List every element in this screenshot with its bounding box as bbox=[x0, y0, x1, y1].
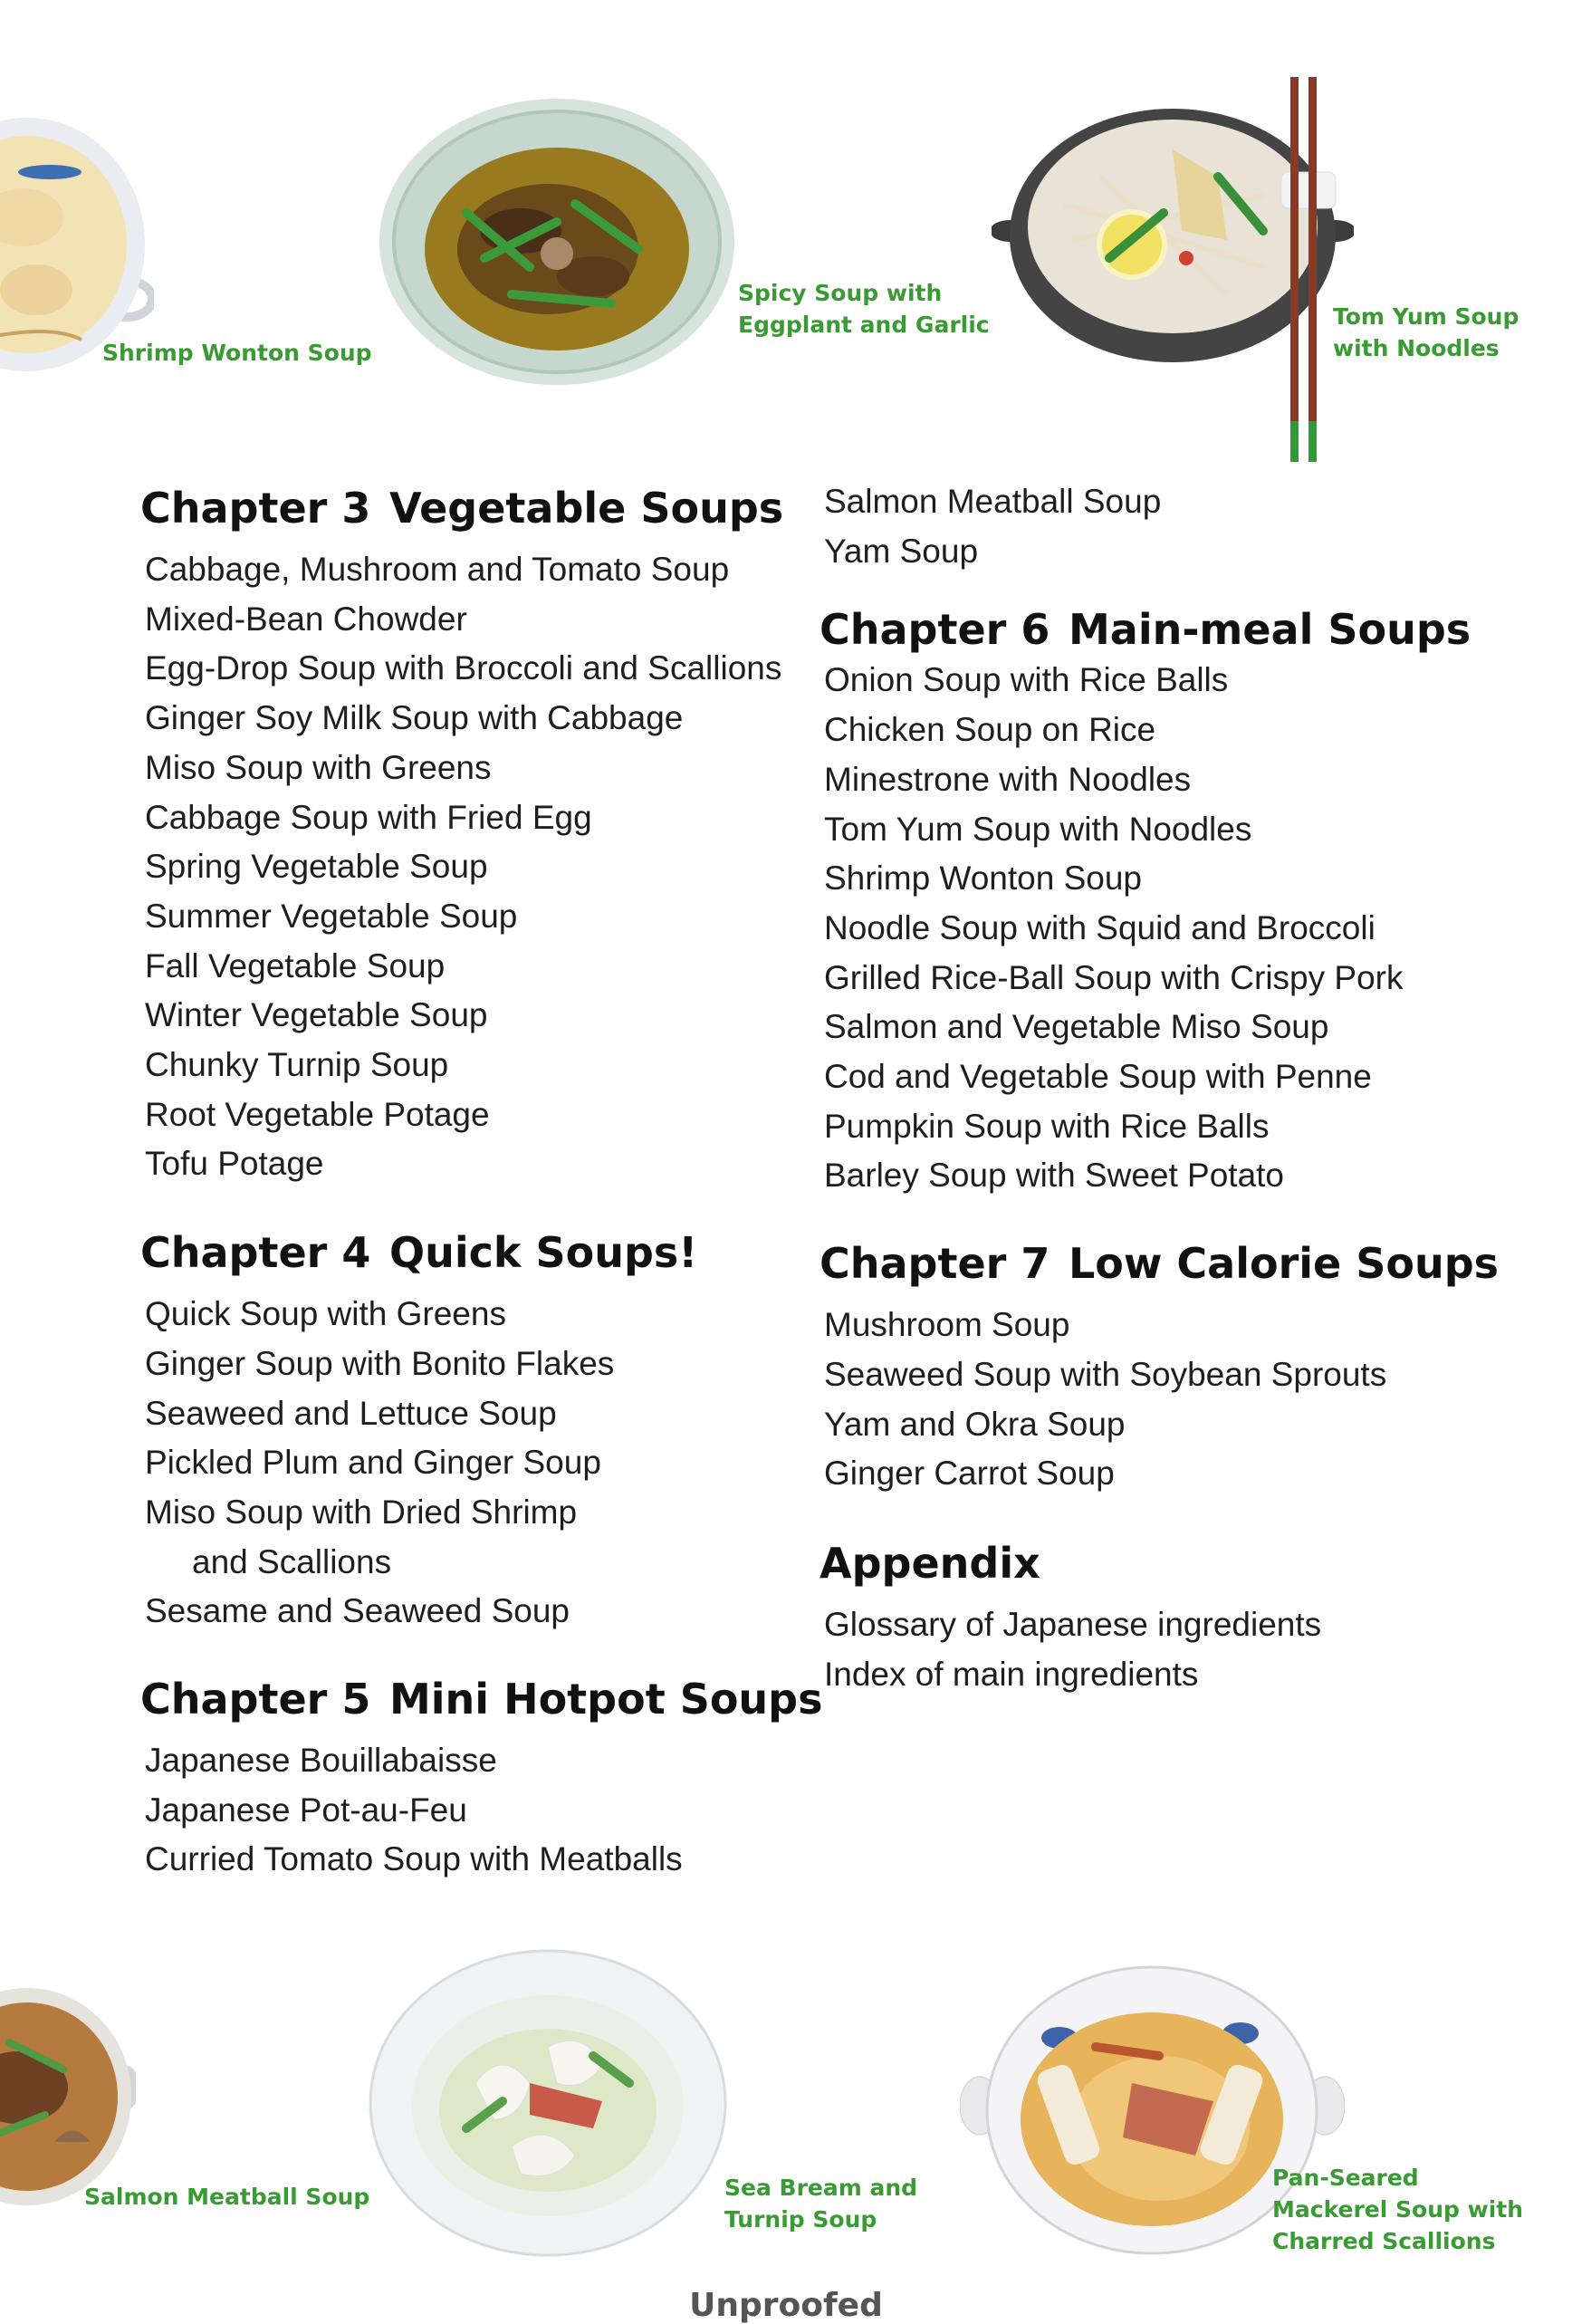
chapter-number: Chapter 6 bbox=[820, 605, 1050, 655]
chapter-heading bbox=[140, 1226, 823, 1279]
chapter-number: Chapter 4 bbox=[140, 1228, 371, 1278]
list-item[interactable]: Ginger Soy Milk Soup with Cabbage bbox=[145, 699, 684, 737]
list-item-continuation: and Scallions bbox=[192, 1542, 392, 1580]
chapter-5 bbox=[140, 1673, 823, 1885]
chapter-heading bbox=[820, 603, 1499, 656]
recipe-list bbox=[140, 1290, 823, 1637]
chapter-number: Chapter 7 bbox=[820, 1239, 1050, 1289]
list-item[interactable]: Spring Vegetable Soup bbox=[145, 848, 488, 886]
recipe-list bbox=[820, 477, 1499, 576]
list-item[interactable]: Quick Soup with Greens bbox=[145, 1295, 506, 1333]
chapter-title: Mini Hotpot Soups bbox=[389, 1675, 823, 1724]
photo-caption: Pan-Seared Mackerel Soup with Charred Scallions bbox=[1272, 2165, 1524, 2254]
appendix-title: Appendix bbox=[820, 1538, 1040, 1588]
left-column bbox=[140, 482, 823, 1885]
chapter-number: Chapter 3 bbox=[140, 484, 371, 533]
chapter-title: Vegetable Soups bbox=[389, 484, 784, 533]
photo-tom-yum-soup bbox=[992, 77, 1354, 466]
recipe-list bbox=[820, 656, 1499, 1201]
photo-caption: Sea Bream and Turnip Soup bbox=[724, 2175, 918, 2233]
list-item[interactable]: Fall Vegetable Soup bbox=[145, 946, 446, 984]
list-item[interactable]: Cod and Vegetable Soup with Penne bbox=[824, 1058, 1372, 1096]
list-item[interactable]: Grilled Rice-Ball Soup with Crispy Pork bbox=[824, 958, 1404, 996]
list-item[interactable]: Tom Yum Soup with Noodles bbox=[824, 810, 1252, 848]
list-item[interactable]: Barley Soup with Sweet Potato bbox=[824, 1157, 1285, 1195]
photo-spicy-eggplant-soup bbox=[376, 95, 738, 389]
list-item[interactable]: Winter Vegetable Soup bbox=[145, 996, 488, 1034]
list-item[interactable]: Yam and Okra Soup bbox=[824, 1405, 1126, 1443]
list-item[interactable]: Seaweed Soup with Soybean Sprouts bbox=[824, 1355, 1387, 1393]
chapter-3 bbox=[140, 482, 823, 1189]
photo-sea-bream-turnip-soup bbox=[367, 1947, 729, 2260]
chapter-4 bbox=[140, 1226, 823, 1637]
chapter-heading bbox=[140, 1673, 823, 1725]
list-item[interactable]: Pickled Plum and Ginger Soup bbox=[145, 1444, 601, 1482]
list-item[interactable]: Yam Soup bbox=[824, 532, 979, 570]
appendix-heading bbox=[820, 1537, 1499, 1589]
list-item[interactable]: Onion Soup with Rice Balls bbox=[824, 661, 1229, 699]
list-item[interactable]: Pumpkin Soup with Rice Balls bbox=[824, 1107, 1270, 1145]
list-item[interactable]: Root Vegetable Potage bbox=[145, 1095, 490, 1133]
chapter-7 bbox=[820, 1237, 1499, 1499]
chapter-title: Main-meal Soups bbox=[1069, 605, 1471, 655]
footer-status: Unproofed bbox=[689, 2287, 883, 2324]
photo-caption: Salmon Meatball Soup bbox=[84, 2184, 370, 2210]
appendix-list bbox=[820, 1600, 1499, 1699]
chapter-6 bbox=[820, 603, 1499, 1201]
list-item[interactable]: Shrimp Wonton Soup bbox=[824, 859, 1143, 898]
chapter-title: Quick Soups! bbox=[389, 1228, 698, 1278]
list-item[interactable]: Cabbage, Mushroom and Tomato Soup bbox=[145, 551, 730, 588]
list-item[interactable]: Sesame and Seaweed Soup bbox=[145, 1592, 570, 1630]
list-item[interactable]: Chicken Soup on Rice bbox=[824, 711, 1156, 749]
list-item-line: Miso Soup with Dried Shrimp bbox=[145, 1493, 578, 1531]
list-item[interactable]: Chunky Turnip Soup bbox=[145, 1046, 449, 1084]
photo-caption: Tom Yum Soup with Noodles bbox=[1333, 303, 1519, 361]
list-item[interactable]: Glossary of Japanese ingredients bbox=[824, 1605, 1322, 1643]
list-item[interactable]: Curried Tomato Soup with Meatballs bbox=[145, 1840, 683, 1878]
list-item[interactable]: Noodle Soup with Squid and Broccoli bbox=[824, 908, 1376, 946]
right-column bbox=[820, 477, 1499, 1699]
chapter-title: Low Calorie Soups bbox=[1069, 1239, 1500, 1289]
chapter-heading bbox=[140, 482, 823, 534]
list-item[interactable] bbox=[145, 1488, 823, 1587]
list-item[interactable]: Salmon Meatball Soup bbox=[824, 483, 1162, 520]
chapter-number: Chapter 5 bbox=[140, 1675, 371, 1724]
list-item[interactable]: Summer Vegetable Soup bbox=[145, 897, 518, 935]
list-item[interactable]: Japanese Bouillabaisse bbox=[145, 1742, 497, 1780]
list-item[interactable]: Ginger Carrot Soup bbox=[824, 1455, 1115, 1493]
chapter-heading bbox=[820, 1237, 1499, 1290]
recipe-list bbox=[140, 1736, 823, 1885]
list-item[interactable]: Miso Soup with Greens bbox=[145, 748, 492, 786]
list-item[interactable]: Egg-Drop Soup with Broccoli and Scallions bbox=[145, 649, 782, 687]
photo-caption: Spicy Soup with Eggplant and Garlic bbox=[738, 280, 990, 338]
list-item[interactable]: Seaweed and Lettuce Soup bbox=[145, 1394, 557, 1432]
list-item[interactable]: Cabbage Soup with Fried Egg bbox=[145, 798, 592, 836]
chapter-5-continued bbox=[820, 477, 1499, 576]
list-item[interactable]: Japanese Pot-au-Feu bbox=[145, 1791, 467, 1829]
list-item[interactable]: Tofu Potage bbox=[145, 1145, 324, 1183]
photo-caption: Shrimp Wonton Soup bbox=[102, 340, 372, 366]
list-item[interactable]: Index of main ingredients bbox=[824, 1655, 1199, 1693]
list-item[interactable]: Minestrone with Noodles bbox=[824, 760, 1192, 798]
list-item[interactable]: Mixed-Bean Chowder bbox=[145, 600, 467, 638]
list-item[interactable]: Salmon and Vegetable Miso Soup bbox=[824, 1008, 1329, 1046]
list-item[interactable]: Mushroom Soup bbox=[824, 1306, 1070, 1344]
appendix bbox=[820, 1537, 1499, 1699]
list-item[interactable]: Ginger Soup with Bonito Flakes bbox=[145, 1344, 615, 1382]
recipe-list bbox=[820, 1301, 1499, 1499]
recipe-list bbox=[140, 545, 823, 1189]
